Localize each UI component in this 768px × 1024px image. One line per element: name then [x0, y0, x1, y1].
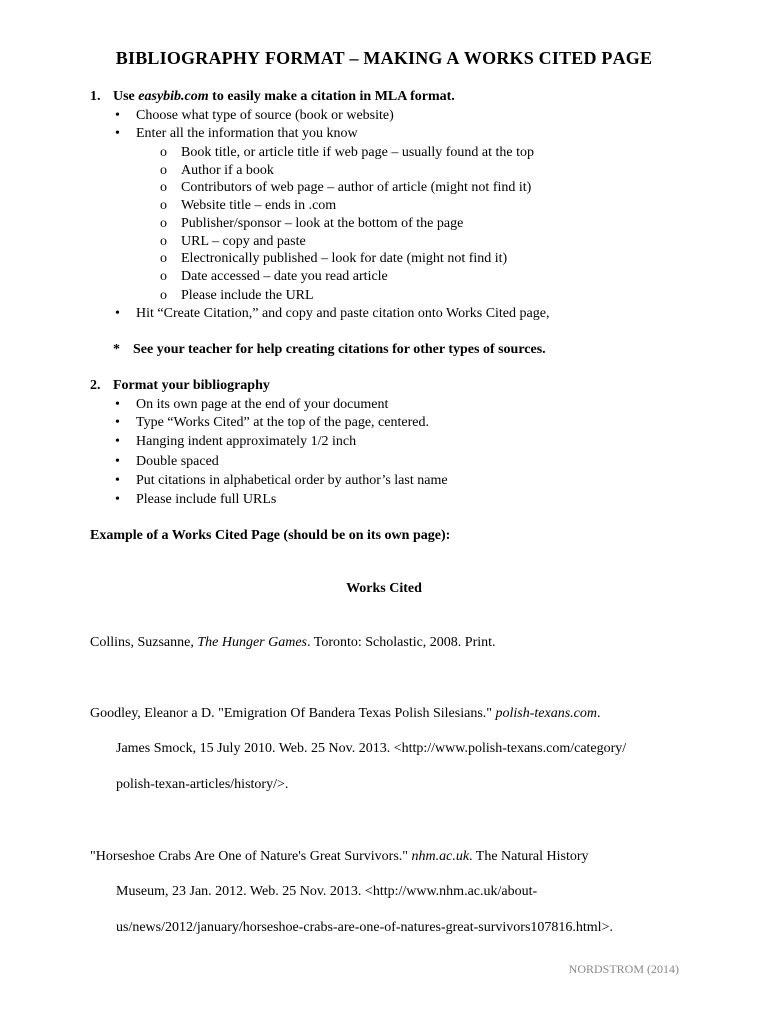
- works-cited-title: Works Cited: [346, 581, 422, 596]
- citation-2-line-2: James Smock, 15 July 2010. Web. 25 Nov. 2013. <http://www.polish-texans.com/category/: [116, 741, 627, 756]
- bullet-item: • Hanging indent approximately 1/2 inch: [115, 434, 357, 449]
- citation-1: Collins, Suzsanne, The Hunger Games. Toronto: Scholastic, 2008. Print.: [90, 635, 496, 650]
- citation-2-line-3: polish-texan-articles/history/>.: [116, 777, 289, 792]
- sub-item: o Contributors of web page – author of article (might not find it): [160, 180, 532, 195]
- footer-author: NORDSTROM (2014): [568, 962, 679, 976]
- sub-item: o Please include the URL: [160, 288, 314, 303]
- sub-item: o Website title – ends in .com: [160, 198, 337, 213]
- bullet-item: • Type “Works Cited” at the top of the page, centered.: [115, 415, 429, 430]
- section-1-heading: 1. Use easybib.com to easily make a citation in MLA format.: [90, 89, 455, 104]
- sub-item: o Author if a book: [160, 163, 274, 178]
- example-heading: Example of a Works Cited Page (should be on its own page):: [90, 528, 451, 543]
- sub-item: o URL – copy and paste: [160, 234, 306, 249]
- sub-item: o Publisher/sponsor – look at the bottom of the page: [160, 216, 464, 231]
- easybib-link-text: easybib.com: [138, 89, 209, 104]
- bullet-item: • On its own page at the end of your document: [115, 397, 389, 412]
- bullet-item: • Double spaced: [115, 454, 219, 469]
- citation-2: Goodley, Eleanor a D. "Emigration Of Bandera Texas Polish Silesians." polish-texans.com.: [90, 706, 601, 721]
- bullet-item: • Hit “Create Citation,” and copy and paste citation onto Works Cited page,: [115, 306, 550, 321]
- section-2-heading: 2. Format your bibliography: [90, 378, 270, 393]
- citation-3-line-3: us/news/2012/january/horseshoe-crabs-are-one-of-natures-great-survivors107816.html>.: [116, 920, 613, 935]
- teacher-note: * See your teacher for help creating citations for other types of sources.: [113, 342, 546, 357]
- bullet-item: • Enter all the information that you know: [115, 126, 358, 141]
- citation-3: "Horseshoe Crabs Are One of Nature's Great Survivors." nhm.ac.uk. The Natural History: [90, 849, 589, 864]
- document-title: BIBLIOGRAPHY FORMAT – MAKING A WORKS CITED PAGE: [115, 48, 653, 68]
- sub-item: o Electronically published – look for date (might not find it): [160, 251, 508, 266]
- sub-item: o Date accessed – date you read article: [160, 269, 388, 284]
- bullet-item: • Please include full URLs: [115, 492, 277, 507]
- bullet-item: • Choose what type of source (book or website): [115, 108, 394, 123]
- bullet-item: • Put citations in alphabetical order by author’s last name: [115, 473, 448, 488]
- sub-item: o Book title, or article title if web page – usually found at the top: [160, 145, 535, 160]
- citation-3-line-2: Museum, 23 Jan. 2012. Web. 25 Nov. 2013. <http://www.nhm.ac.uk/about-: [116, 884, 538, 899]
